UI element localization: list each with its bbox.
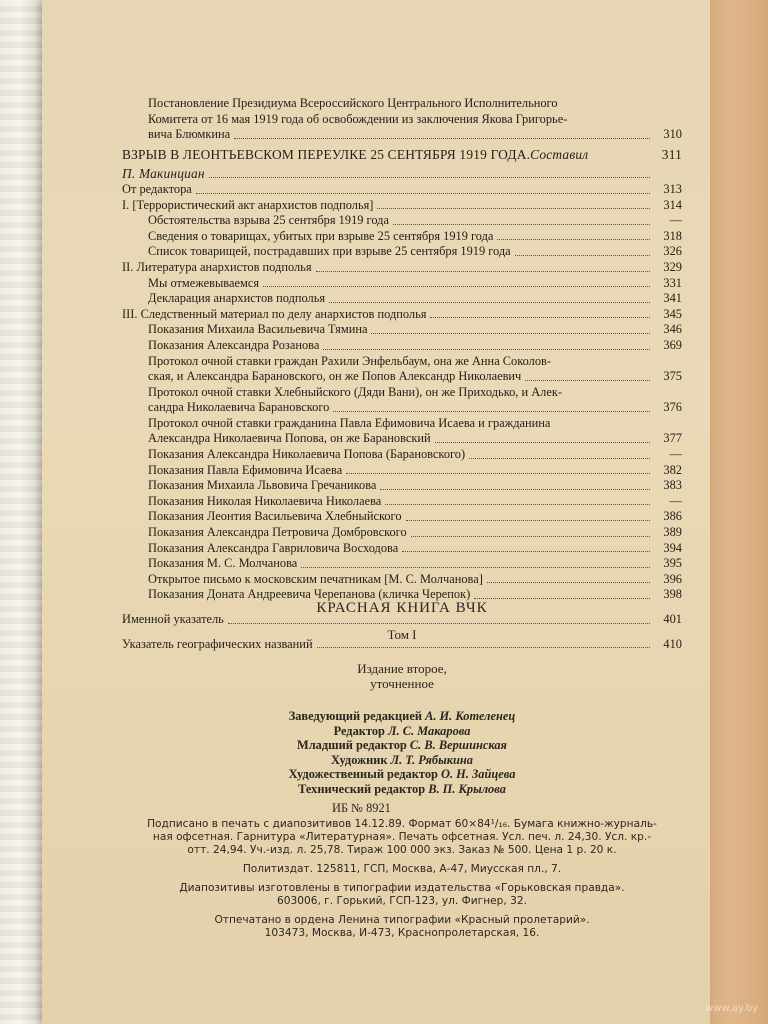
toc-entry-text: Обстоятельства взрыва 25 сентября 1919 года	[148, 213, 389, 228]
toc-entry	[122, 307, 682, 323]
toc-leader-dots	[209, 177, 650, 178]
toc-entry	[122, 213, 682, 229]
toc-leader-dots	[469, 458, 650, 459]
toc-entry	[122, 385, 682, 416]
toc-page-number: 346	[663, 322, 682, 337]
credit-line	[122, 782, 682, 797]
edition-line-1: Издание второе,	[357, 661, 447, 676]
toc-entry-text: Показания Николая Николаевича Николаева	[148, 493, 382, 508]
credit-line	[122, 709, 682, 724]
toc-entry-author: Составил	[530, 146, 589, 162]
credits-list	[122, 709, 682, 797]
toc-page-number: —	[669, 447, 682, 462]
toc-entry	[122, 525, 682, 541]
toc-entry	[122, 147, 682, 163]
toc-entry	[122, 541, 682, 557]
credit-line	[122, 738, 682, 753]
toc-entry-text: Протокол очной ставки гражданина Павла Ефимовича Исаева и гражданина	[148, 415, 551, 430]
toc-entry-text: II. Литература анархистов подполья	[122, 259, 312, 274]
toc-page-number: 377	[663, 431, 682, 446]
ib-number: ИБ № 8921	[332, 800, 391, 815]
toc-page-number: 313	[663, 181, 682, 196]
toc-leader-dots	[323, 349, 650, 350]
toc-page-number: 383	[663, 478, 682, 493]
fine-print-line: ная офсетная. Гарнитура «Литературная». Печать офсетная. Усл. печ. л. 24,30. Усл. кр.-	[152, 830, 652, 843]
toc-page-number: 389	[663, 525, 682, 540]
toc-entry-text: Показания Александра Гавриловича Восходова	[148, 540, 399, 555]
toc-leader-dots	[346, 473, 650, 474]
toc-entry	[122, 244, 682, 260]
toc-leader-dots	[377, 208, 650, 209]
toc-leader-dots	[380, 489, 650, 490]
credit-role: Заведующий редакцией	[288, 709, 426, 723]
fine-print-line: Подписано в печать с диапозитивов 14.12.89. Формат 60×84¹/₁₆. Бумага книжно-журналь-	[147, 817, 657, 830]
credit-name: С. В. Вершинская	[409, 738, 507, 753]
toc-page-number: 369	[663, 337, 682, 352]
toc-entry-text: Показания Александра Николаевича Попова (Барановского)	[148, 447, 466, 462]
credit-line	[122, 724, 682, 739]
toc-leader-dots	[371, 333, 650, 334]
toc-page-number: 396	[663, 571, 682, 586]
toc-entry-text: Показания М. С. Молчанова	[148, 556, 298, 571]
toc-page-number: 386	[663, 509, 682, 524]
toc-page-number: —	[669, 493, 682, 508]
toc-page-number: 395	[663, 556, 682, 571]
toc-entry-text: Протокол очной ставки Хлебныйского (Дяди Вани), он же Приходько, и Алек-	[148, 384, 562, 399]
credit-role: Младший редактор	[297, 738, 410, 753]
volume-label: Том I	[387, 627, 417, 642]
table-of-contents	[122, 96, 682, 652]
toc-leader-dots	[301, 567, 650, 568]
credit-role: Художественный редактор	[288, 767, 441, 782]
fine-print-line: 603006, г. Горький, ГСП-123, ул. Фигнер, 32.	[277, 894, 527, 907]
toc-leader-dots	[402, 551, 650, 552]
toc-leader-dots	[393, 224, 650, 225]
toc-entry	[122, 509, 682, 525]
edition-line-2: уточненное	[370, 676, 434, 691]
book-page	[42, 0, 710, 1024]
toc-entry-text: Показания Доната Андреевича Черепанова (кличка Черепок)	[148, 587, 471, 602]
toc-entry-text: III. Следственный материал по делу анархистов подполья	[122, 306, 427, 321]
toc-page-number: 398	[663, 587, 682, 602]
toc-entry-text: Сведения о товарищах, убитых при взрыве 25 сентября 1919 года	[148, 228, 494, 243]
toc-page-number: 394	[663, 540, 682, 555]
toc-leader-dots	[234, 138, 650, 139]
credit-role: Художник	[331, 752, 391, 767]
toc-entry-text: Именной указатель	[122, 612, 224, 626]
credit-line	[122, 767, 682, 782]
toc-entry-text: От редактора	[122, 181, 192, 196]
toc-entry	[122, 416, 682, 447]
toc-entry	[122, 478, 682, 494]
toc-entry	[122, 338, 682, 354]
toc-leader-dots	[196, 193, 650, 194]
toc-entry	[122, 198, 682, 214]
toc-page-number: 311	[661, 146, 682, 162]
toc-page-number: 382	[663, 462, 682, 477]
fine-print-line: Диапозитивы изготовлены в типографии издательства «Горьковская правда».	[179, 881, 625, 894]
edition-note	[122, 661, 682, 691]
toc-page-number: 326	[663, 244, 682, 259]
book-title: КРАСНАЯ КНИГА ВЧК	[316, 600, 488, 616]
toc-page-number: 345	[663, 306, 682, 321]
toc-entry-text: ская, и Александра Барановского, он же Попов Александр Николаевич	[148, 369, 522, 384]
toc-entry	[122, 354, 682, 385]
toc-page-number: 410	[663, 636, 682, 651]
background-tray	[0, 0, 46, 1024]
toc-page-number: 401	[663, 612, 682, 626]
toc-entry-text: Открытое письмо к московским печатникам [М. С. Молчанова]	[148, 571, 483, 586]
toc-entry	[122, 182, 682, 198]
book-cover-edge	[700, 0, 768, 1024]
toc-entry-text: Мы отмежевываемся	[148, 275, 260, 290]
toc-entry	[122, 229, 682, 245]
toc-leader-dots	[474, 598, 650, 599]
credit-role: Редактор	[333, 723, 389, 738]
toc-leader-dots	[333, 411, 650, 412]
credit-name: Л. Т. Рябыкина	[390, 752, 473, 767]
imprint-block	[122, 600, 682, 940]
toc-entry-text: I. [Террористический акт анархистов подполья]	[122, 197, 374, 212]
toc-page-number: 341	[663, 291, 682, 306]
fine-print-line: Политиздат. 125811, ГСП, Москва, А-47, Миусская пл., 7.	[242, 862, 562, 875]
toc-page-number: 310	[663, 127, 682, 142]
toc-entry-text: ВЗРЫВ В ЛЕОНТЬЕВСКОМ ПЕРЕУЛКЕ 25 СЕНТЯБРЯ 1919 ГОДА.	[122, 146, 531, 162]
toc-entry-text: Показания Александра Розанова	[148, 337, 320, 352]
toc-entry-text: сандра Николаевича Барановского	[148, 400, 330, 415]
toc-entry	[122, 494, 682, 510]
toc-entry	[122, 291, 682, 307]
toc-leader-dots	[316, 271, 650, 272]
toc-entry-text: вича Блюмкина	[148, 127, 231, 142]
toc-leader-dots	[411, 536, 650, 537]
credit-role: Технический редактор	[298, 781, 429, 796]
site-watermark: www.ay.by	[705, 1003, 758, 1014]
toc-leader-dots	[329, 302, 650, 303]
toc-page-number: —	[669, 213, 682, 228]
credit-line	[122, 753, 682, 768]
print-details	[122, 818, 682, 940]
toc-leader-dots	[525, 380, 650, 381]
toc-entry-text: Комитета от 16 мая 1919 года об освобождении из заключения Якова Григорье-	[148, 111, 568, 126]
toc-entry-text: Протокол очной ставки граждан Рахили Энфельбаум, она же Анна Соколов-	[148, 353, 552, 368]
credit-name: О. Н. Зайцева	[441, 767, 516, 782]
toc-leader-dots	[435, 442, 650, 443]
toc-entry	[122, 166, 682, 182]
toc-entry	[122, 260, 682, 276]
credit-name: Л. С. Макарова	[388, 723, 471, 738]
toc-leader-dots	[406, 520, 650, 521]
credit-name: В. П. Крылова	[428, 781, 506, 796]
toc-entry	[122, 463, 682, 479]
toc-leader-dots	[430, 317, 650, 318]
toc-entry	[122, 572, 682, 588]
credit-name: А. И. Котеленец	[425, 709, 516, 723]
toc-page-number: 314	[663, 197, 682, 212]
toc-entry-text: Постановление Президиума Всероссийского Центрального Исполнительного	[148, 96, 558, 110]
toc-leader-dots	[385, 504, 650, 505]
toc-entry-text: Указатель географических названий	[122, 636, 313, 651]
toc-entry-text: Александра Николаевича Попова, он же Барановский	[148, 431, 431, 446]
toc-entry	[122, 447, 682, 463]
toc-leader-dots	[263, 286, 650, 287]
toc-entry-text: Показания Михаила Львовича Гречаникова	[148, 478, 377, 493]
toc-page-number: 331	[663, 275, 682, 290]
toc-entry	[122, 322, 682, 338]
toc-entry-text: Список товарищей, пострадавших при взрыве 25 сентября 1919 года	[148, 244, 511, 259]
toc-entry-text: Показания Александра Петровича Домбровского	[148, 525, 407, 540]
toc-entry-text: Декларация анархистов подполья	[148, 291, 326, 306]
fine-print-line: Отпечатано в ордена Ленина типографии «Красный пролетарий».	[214, 913, 590, 926]
toc-leader-dots	[497, 239, 650, 240]
toc-entry-text: Показания Леонтия Васильевича Хлебныйского	[148, 509, 402, 524]
toc-leader-dots	[487, 582, 650, 583]
toc-page-number: 376	[663, 400, 682, 415]
toc-entry	[122, 96, 682, 143]
toc-page-number: 329	[663, 259, 682, 274]
toc-page-number: 318	[663, 228, 682, 243]
toc-entry	[122, 556, 682, 572]
toc-page-number: 375	[663, 369, 682, 384]
toc-leader-dots	[515, 255, 650, 256]
toc-entry	[122, 276, 682, 292]
fine-print-line: 103473, Москва, И-473, Краснопролетарская, 16.	[264, 926, 540, 939]
toc-entry-author: П. Макинциан	[122, 166, 205, 182]
toc-entry-text: Показания Михаила Васильевича Тямина	[148, 322, 368, 337]
fine-print-line: отт. 24,94. Уч.-изд. л. 25,78. Тираж 100 000 экз. Заказ № 500. Цена 1 р. 20 к.	[187, 843, 617, 856]
toc-entry-text: Показания Павла Ефимовича Исаева	[148, 462, 343, 477]
